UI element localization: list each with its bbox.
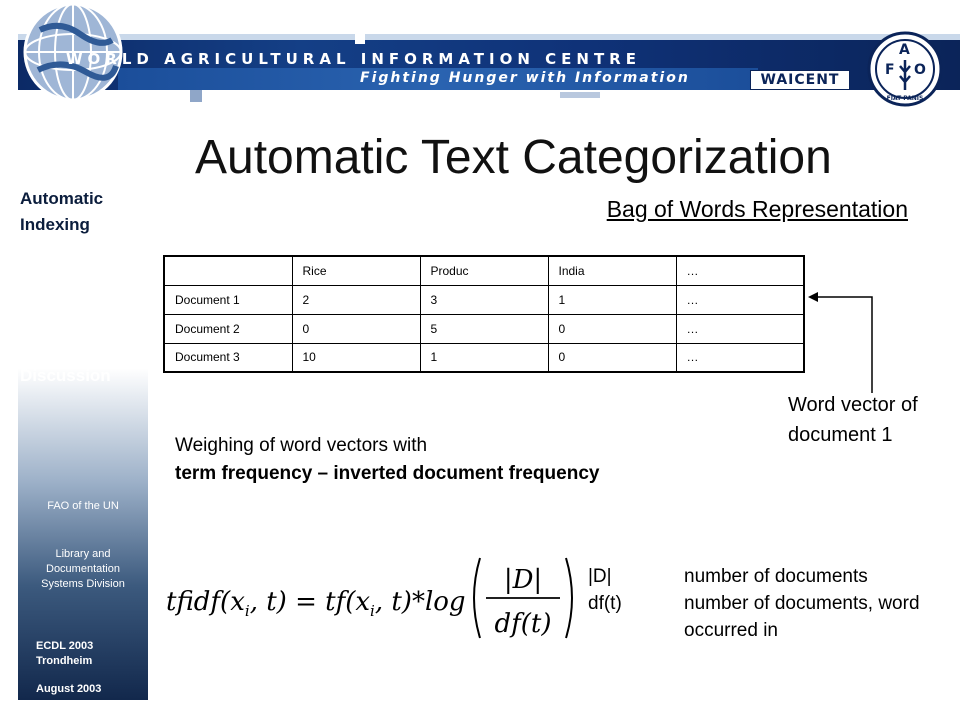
table-cell: 1 bbox=[548, 285, 676, 314]
org-name: FAO of the UN bbox=[47, 500, 119, 512]
banner-subtitle: Fighting Hunger with Information bbox=[360, 70, 690, 86]
pointer-arrow-icon bbox=[806, 285, 886, 395]
table-row bbox=[164, 314, 804, 343]
weighing-method: term frequency – inverted document frequency bbox=[175, 463, 600, 484]
fao-letter: A bbox=[899, 42, 910, 58]
table-cell: 0 bbox=[548, 314, 676, 343]
fao-letter: O bbox=[914, 62, 926, 78]
table-cell: 2 bbox=[292, 285, 420, 314]
formula-subscript: i bbox=[244, 602, 250, 620]
banner-deco bbox=[560, 92, 600, 98]
tfidf-formula bbox=[166, 552, 576, 644]
formula-lhs: tfidf(x bbox=[166, 587, 245, 617]
conference-name: ECDL 2003 Trondheim bbox=[36, 640, 94, 667]
table-cell: Document 2 bbox=[164, 314, 292, 343]
table-cell: … bbox=[676, 285, 804, 314]
division-name: Library and Documentation Systems Division bbox=[41, 548, 125, 590]
table-header-cell: Produc bbox=[420, 256, 548, 285]
table-header-cell: … bbox=[676, 256, 804, 285]
table-cell: 0 bbox=[548, 343, 676, 372]
page-title: Automatic Text Categorization bbox=[195, 131, 832, 184]
banner-deco bbox=[190, 90, 202, 102]
conference-date: August 2003 bbox=[36, 683, 102, 695]
legend-symbol: |D| bbox=[588, 566, 612, 587]
table-cell: 1 bbox=[420, 343, 548, 372]
table-cell: 3 bbox=[420, 285, 548, 314]
table-cell: … bbox=[676, 314, 804, 343]
legend-description: number of documents, word occurred in bbox=[684, 593, 920, 641]
table-cell: 5 bbox=[420, 314, 548, 343]
formula-numerator: |D| bbox=[503, 565, 543, 595]
word-vector-text: Word vector of document 1 bbox=[788, 394, 918, 446]
table-header-cell: Rice bbox=[292, 256, 420, 285]
sidebar-item-label: Automatic Indexing bbox=[20, 189, 104, 234]
sidebar-item-automatic-indexing[interactable] bbox=[20, 186, 140, 238]
table-row bbox=[164, 343, 804, 372]
formula-mid: , t) = tf(x bbox=[249, 587, 371, 617]
sidebar-item-evaluation[interactable]: Evaluation bbox=[20, 264, 106, 283]
table-row bbox=[164, 285, 804, 314]
legend-symbol: df(t) bbox=[588, 593, 622, 614]
fao-logo bbox=[866, 30, 944, 108]
sidebar-item-outlook[interactable]: Outlook bbox=[20, 315, 85, 334]
weighing-text: Weighing of word vectors with bbox=[175, 435, 428, 456]
sidebar-item-discussion[interactable]: Discussion bbox=[20, 366, 111, 385]
formula-rhs: , t)*log bbox=[374, 587, 466, 617]
fao-letter: F bbox=[885, 62, 895, 78]
section-subtitle: Bag of Words Representation bbox=[606, 196, 908, 222]
fao-motto: FIAT PANIS bbox=[886, 95, 924, 102]
formula-subscript: i bbox=[370, 602, 375, 620]
table-cell: Document 3 bbox=[164, 343, 292, 372]
banner-title: WORLD AGRICULTURAL INFORMATION CENTRE bbox=[66, 50, 641, 68]
legend-description: number of documents bbox=[684, 566, 868, 587]
table-cell: … bbox=[676, 343, 804, 372]
svg-text:tfidf(xi, t) = tf(xi, t)*log bbox=[166, 587, 466, 620]
table-cell: 0 bbox=[292, 314, 420, 343]
sidebar-item-introduction[interactable]: Introduction bbox=[20, 138, 120, 157]
waicent-logo: WAICENT bbox=[750, 70, 850, 90]
sidebar bbox=[18, 128, 148, 700]
table-header-cell bbox=[164, 256, 292, 285]
banner-deco bbox=[355, 30, 365, 44]
table-header-row bbox=[164, 256, 804, 285]
formula-denominator: df(t) bbox=[494, 609, 552, 639]
table-header-cell: India bbox=[548, 256, 676, 285]
bag-of-words-table bbox=[163, 255, 805, 373]
banner bbox=[0, 0, 960, 118]
word-vector-label bbox=[788, 390, 948, 450]
table-cell: 10 bbox=[292, 343, 420, 372]
table-cell: Document 1 bbox=[164, 285, 292, 314]
